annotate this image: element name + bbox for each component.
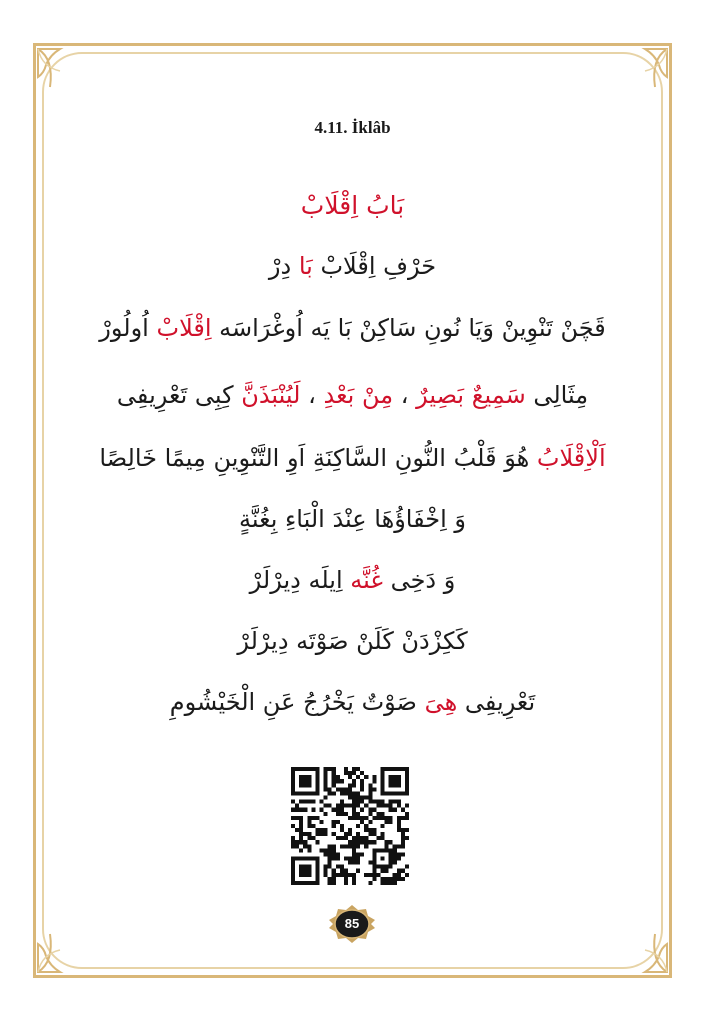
line-text: تَعْرِيفِى: [457, 688, 536, 716]
line-text: مِثَالِى: [525, 381, 589, 409]
arabic-line: [80, 186, 625, 226]
highlighted-term: اَلْاِقْلَابُ: [536, 444, 606, 472]
line-text: كِبِى تَعْرِيفِى: [116, 381, 242, 409]
page-number: 85: [344, 916, 360, 931]
line-text: دِرْ: [268, 252, 299, 280]
highlighted-term: لَيُنْبَذَنَّ: [241, 381, 301, 409]
corner-ornament-icon: [36, 930, 80, 974]
line-text: هُوَ قَلْبُ النُّونِ السَّاكِنَةِ اَوِ التَّنْوِينِ مِيمًا خَالِصًا: [99, 444, 537, 472]
section-heading: 4.11. İklâb: [314, 118, 391, 137]
line-text: اِيلَه دِيرْلَرْ: [249, 566, 351, 594]
arabic-line: [80, 375, 625, 415]
highlighted-term: سَمِيعٌ بَصِيرٌ: [416, 381, 526, 409]
corner-ornament-icon: [625, 47, 669, 91]
page-number-badge: [328, 904, 376, 944]
line-text: وَ دَخِى: [382, 566, 456, 594]
arabic-line: [80, 560, 625, 600]
line-text: كَكِزْدَنْ كَلَنْ صَوْتَه دِيرْلَرْ: [237, 627, 468, 655]
highlighted-term: بَابُ اِقْلَابْ: [300, 191, 405, 220]
arabic-line: [80, 438, 625, 478]
arabic-line: [80, 621, 625, 661]
arabic-line: [80, 308, 625, 348]
highlighted-term: مِنْ بَعْدِ: [323, 381, 394, 409]
line-text: حَرْفِ اِقْلَابْ: [312, 252, 437, 280]
arabic-line: [80, 499, 625, 539]
qr-code-icon[interactable]: [291, 767, 409, 885]
highlighted-term: غُنَّه: [350, 566, 383, 594]
corner-ornament-icon: [36, 47, 80, 91]
line-text: ،: [393, 381, 417, 409]
highlighted-term: اِقْلَابْ: [156, 314, 212, 342]
line-text: اُولُورْ: [99, 314, 157, 342]
arabic-line: [80, 246, 625, 286]
highlighted-term: هِىَ: [424, 688, 458, 716]
highlighted-term: بَا: [298, 252, 313, 280]
line-text: صَوْتٌ يَخْرُجُ عَنِ الْخَيْشُومِ: [169, 688, 425, 716]
corner-ornament-icon: [625, 930, 669, 974]
line-text: وَ اِخْفَاؤُهَا عِنْدَ الْبَاءِ بِغُنَّةٍ: [239, 505, 466, 533]
line-text: ،: [300, 381, 324, 409]
line-text: قَچَنْ تَنْوِينْ وَيَا نُونِ سَاكِنْ بَا يَه اُوغْرَاسَه: [211, 314, 606, 342]
arabic-line: [80, 682, 625, 722]
